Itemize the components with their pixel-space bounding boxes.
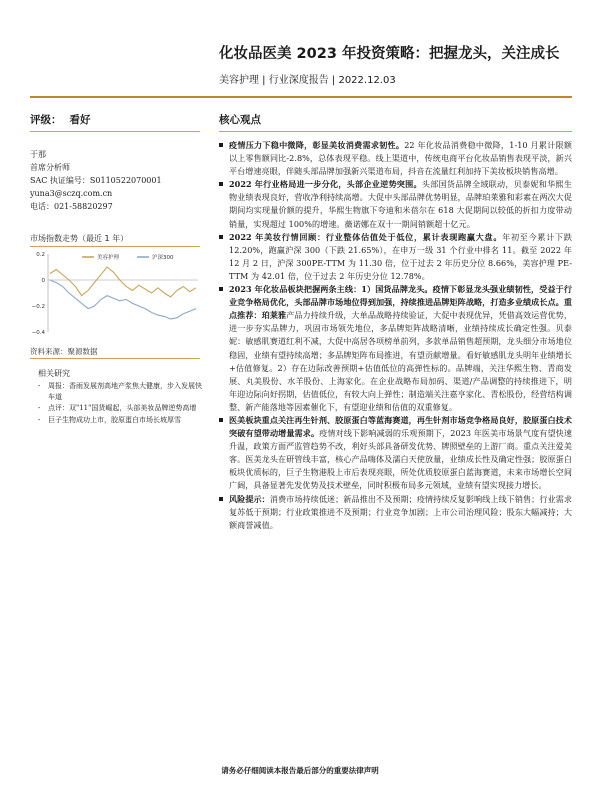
- core-view-lead: 疫情压力下稳中微降，彰显美妆消费需求韧性。: [229, 140, 405, 150]
- rating: [30, 112, 91, 127]
- report-title: 化妆品医美 2023 年投资策略：把握龙头，关注成长: [219, 46, 560, 62]
- series-line-2: [50, 280, 196, 319]
- core-view-item: [219, 414, 572, 493]
- core-views-heading: 核心观点: [219, 114, 261, 126]
- analyst-info: [30, 148, 205, 213]
- core-view-item: [219, 283, 572, 414]
- core-view-body: 22 年化妆品消费稳中微降，1-10 月累计限额以上零售额同比-2.8%，总体表现平稳。线上渠道中，传统电商平台化妆品销售表现平淡，新兴平台增速亮眼，伴随头部品牌加强新兴渠道布局，抖音在流量红利加持下美妆板块销售高增。: [229, 140, 572, 177]
- core-view-lead: 2022 年美妆行情回顾：行业整体估值处于低位，累计表现跑赢大盘。: [229, 231, 503, 242]
- y-tick-label: −0.4: [31, 330, 45, 337]
- core-view-item: [219, 231, 572, 283]
- y-tick-label: 0: [41, 278, 45, 285]
- rating-label: 评级：: [30, 114, 62, 126]
- core-view-lead: 医美板块重点关注再生针剂、胶原蛋白等蓝海赛道，再生针剂市场竞争格局良好，胶原蛋白技术突破有望带动增量需求。: [229, 414, 572, 439]
- rating-value: 看好: [69, 114, 91, 126]
- related-item[interactable]: - 巨子生物成功上市，胶原蛋白市场长坡厚雪: [38, 415, 181, 424]
- core-view-lead: 风险提示：: [229, 493, 270, 504]
- left-divider: [30, 131, 200, 132]
- core-view-body: 年初至今累计下跌 12.20%，跑赢沪深 300（下跌 21.65%），在申万一级 31 个行业中排名 11。截至 2022 年 12 月 2 日，沪深 300PE-TTM 为 11.30 倍，位于过去 2 年历史分位 8.66%，美容护理 PE-TTM 为 42.01 倍，位于过去 2 年历史分位 12.78%。: [229, 231, 573, 281]
- y-tick-label: −0.2: [31, 304, 45, 311]
- market-index-chart: [30, 248, 202, 340]
- chart-title: 市场指数走势（最近 1 年）: [30, 234, 129, 243]
- related-item-text: 点评：双"11"国货崛起，头部美妆品牌逆势高增: [48, 404, 197, 412]
- core-view-lead: 2022 年行业格局进一步分化，头部企业逆势突围。: [229, 179, 422, 190]
- analyst-license: SAC 执证编号：S0110522070001: [30, 176, 162, 185]
- report-subtitle: 美容护理 | 行业深度报告 | 2022.12.03: [219, 75, 396, 86]
- core-view-item: [219, 493, 572, 532]
- chart-divider: [30, 246, 200, 247]
- core-view-body: 疫情对线下影响减弱的乐观预期下，2023 年医美市场景气度有望快速升温，政策方面严监管趋势不改，利好头部具备研发优势、牌照壁垒的上游厂商。重点关注爱美客。医美龙头在研管线丰富，核心产品嗨体及濡白天使放量，业绩成长性及确定性强；胶原蛋白板块优质标的，巨子生物港股上市后表现亮眼，所处优质胶原蛋白蓝海赛道，未来市场增长空间广阔，具备显著先发优势及技术壁垒，同时积极布局多元领域，业绩有望实现接力增长。: [229, 428, 572, 491]
- chart-source: 资料来源：聚源数据: [30, 347, 98, 356]
- right-divider: [219, 131, 572, 132]
- analyst-name: 于那: [30, 150, 46, 159]
- legal-disclaimer: 请务必仔细阅读本报告最后部分的重要法律声明: [221, 766, 379, 775]
- legend-label: 沪深300: [152, 255, 174, 261]
- header-divider: [30, 96, 572, 98]
- related-research-heading: 相关研究: [38, 369, 70, 378]
- analyst-email[interactable]: yuna3@sczq.com.cn: [30, 189, 113, 198]
- y-tick-label: 0.2: [36, 252, 45, 259]
- core-view-body: 产品力持续升级，大单品战略持续验证，大促中表现优异，凭借高效运营优势，进一步夯实品牌力，巩固市场领先地位，多品牌矩阵战略清晰，业绩持续成长确定性强。贝泰妮：敏感肌赛道红利不减，大促中高居各项榜单前列，多款单品销售超预期，龙头细分市场地位稳固，业绩有望持续高增；多品牌矩阵布局推进，有望贡献增量。看好敏感肌龙头明年业绩增长+估值修复。2）存在边际改善预期+估值低位的高弹性标的。品牌端，关注华熙生物、青商发展、丸美股份、水羊股份、上海家化。在企业战略布局加码、渠道/产品调整的持续推进下，明年迎边际向好拐期，估值低位，有较大向上弹性；制造端关注嘉亨家化、青松股份，经营结构调整、新产能落地等因素催化下，有望迎业绩和估值的双重修复。: [229, 310, 572, 412]
- series-line-1: [50, 267, 196, 297]
- core-view-body: 消费市场持续低迷；新品推出不及预期；疫情持续反复影响线上线下销售；行业需求复苏低于预期；行业政策推进不及预期；行业竞争加剧；上市公司治理风险；股东大幅减持；大额商誉减值。: [229, 493, 572, 530]
- related-item-text: 巨子生物成功上市，胶原蛋白市场长坡厚雪: [48, 415, 181, 424]
- core-view-item: [219, 178, 572, 230]
- core-view-item: [219, 139, 572, 178]
- core-view-lead: 2023 年化妆品板块把握两条主线：1）国货品牌龙头。疫情下彰显龙头强业绩韧性，受益于行业竞争格局优化，头部品牌市场地位得到加强，持续推进品牌矩阵战略，打造多业绩成长点。重点推荐：珀莱雅: [229, 284, 572, 321]
- core-views-list: [219, 139, 572, 532]
- analyst-phone: 电话：021-58820297: [30, 202, 113, 211]
- core-view-body: 头部国货品牌全域联动，贝泰妮和华熙生物业绩表现良好，营收净利持续高增。大促中头部品牌优势明显，品牌珀莱雅和彩素在两次大促期间均实现量价额的提升，华熙生物旗下夸迪和米蓓尔在 618 大促期间以较低的折扣力度带动销量，实现超过 100%的增速。薇诺娜在双十一期间销额超十亿元。: [229, 179, 572, 229]
- related-research-list: [38, 381, 203, 426]
- legend-label: 美容护理: [97, 255, 120, 261]
- analyst-role: 首席分析师: [30, 163, 70, 172]
- related-item[interactable]: - 点评：双"11"国货崛起，头部美妆品牌逆势高增: [38, 404, 197, 412]
- related-item[interactable]: - 周报：香雨发展剂高地产浆焦大健康，步入发展快车道: [38, 382, 202, 401]
- related-item-text: 周报：香雨发展剂高地产浆焦大健康，步入发展快车道: [48, 382, 202, 401]
- left-divider-2: [30, 358, 200, 359]
